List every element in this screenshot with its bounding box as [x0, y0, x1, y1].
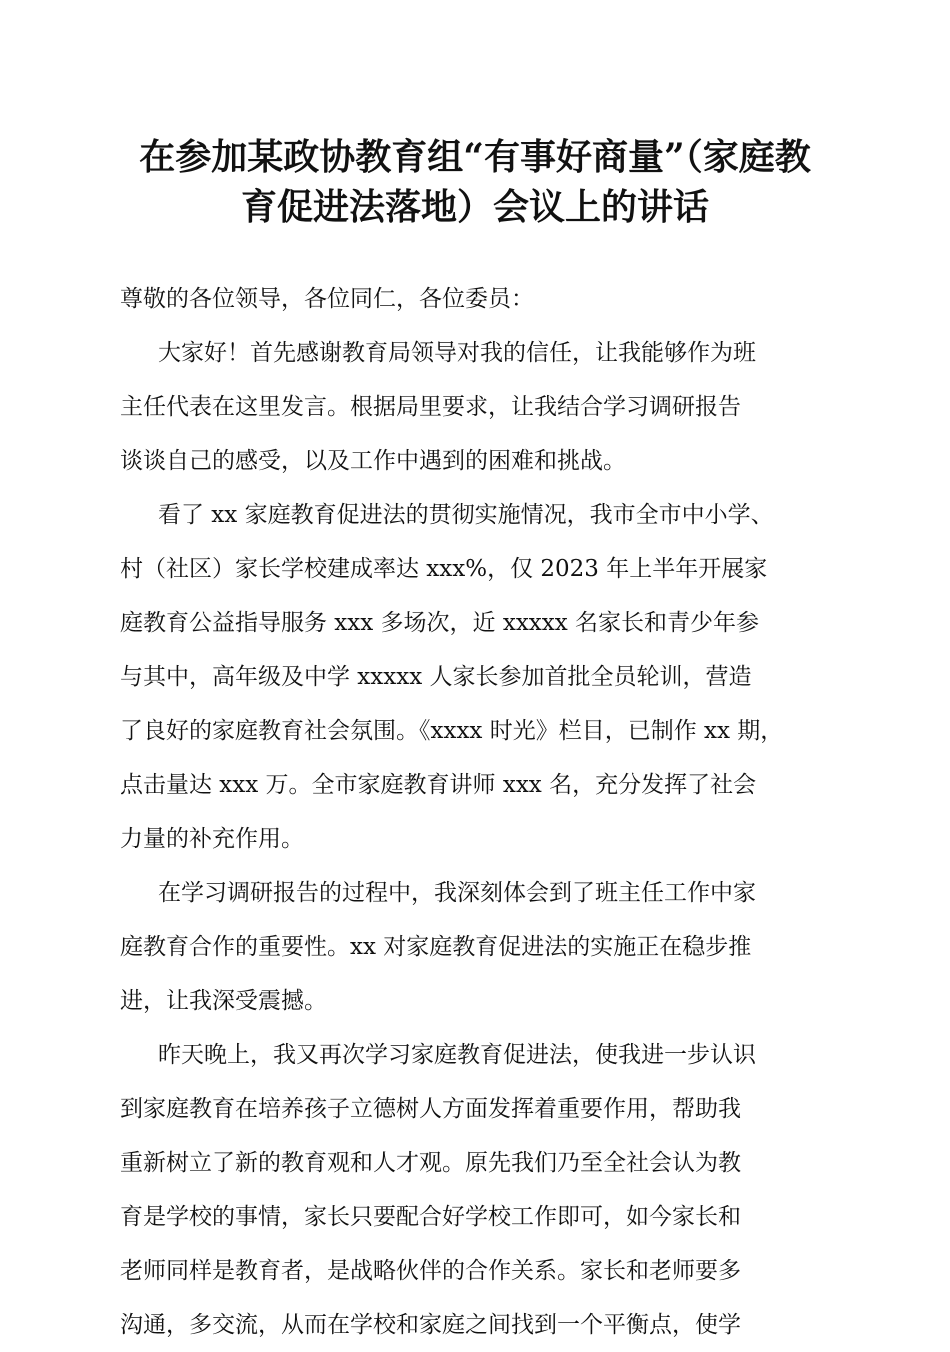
paragraph-line: 庭教育公益指导服务 xxx 多场次，近 xxxxx 名家长和青少年参	[120, 610, 760, 636]
document-body	[120, 272, 840, 1352]
paragraph-line: 主任代表在这里发言。根据局里要求，让我结合学习调研报告	[120, 394, 741, 420]
paragraph-line: 大家好！首先感谢教育局领导对我的信任，让我能够作为班	[158, 340, 756, 366]
paragraph-line: 力量的补充作用。	[120, 826, 304, 852]
paragraph-line: 点击量达 xxx 万。全市家庭教育讲师 xxx 名，充分发挥了社会	[120, 772, 757, 798]
paragraph-line: 与其中，高年级及中学 xxxxx 人家长参加首批全员轮训，营造	[120, 664, 752, 690]
paragraph-line: 昨天晚上，我又再次学习家庭教育促进法，使我进一步认识	[158, 1042, 756, 1068]
paragraph-line: 看了 xx 家庭教育促进法的贯彻实施情况，我市全市中小学、	[158, 502, 774, 528]
title-line-2: 育促进法落地）会议上的讲话	[240, 186, 709, 228]
document-title	[100, 132, 850, 232]
salutation-line: 尊敬的各位领导，各位同仁，各位委员：	[120, 286, 534, 312]
paragraph-line: 了良好的家庭教育社会氛围。《xxxx 时光》栏目，已制作 xx 期，	[120, 718, 784, 744]
paragraph-line: 重新树立了新的教育观和人才观。原先我们乃至全社会认为教	[120, 1150, 741, 1176]
paragraph-line: 在学习调研报告的过程中，我深刻体会到了班主任工作中家	[158, 880, 756, 906]
paragraph-line: 进，让我深受震撼。	[120, 988, 327, 1014]
paragraph-line: 到家庭教育在培养孩子立德树人方面发挥着重要作用，帮助我	[120, 1096, 741, 1122]
paragraph-line: 沟通，多交流，从而在学校和家庭之间找到一个平衡点，使学	[120, 1312, 741, 1338]
paragraph-line: 育是学校的事情，家长只要配合好学校工作即可，如今家长和	[120, 1204, 741, 1230]
paragraph-line: 老师同样是教育者，是战略伙伴的合作关系。家长和老师要多	[120, 1258, 741, 1284]
paragraph-line: 村（社区）家长学校建成率达 xxx%，仅 2023 年上半年开展家	[120, 556, 768, 582]
title-line-1: 在参加某政协教育组“有事好商量”（家庭教	[139, 136, 811, 178]
paragraph-line: 谈谈自己的感受，以及工作中遇到的困难和挑战。	[120, 448, 626, 474]
paragraph-line: 庭教育合作的重要性。xx 对家庭教育促进法的实施正在稳步推	[120, 934, 752, 960]
